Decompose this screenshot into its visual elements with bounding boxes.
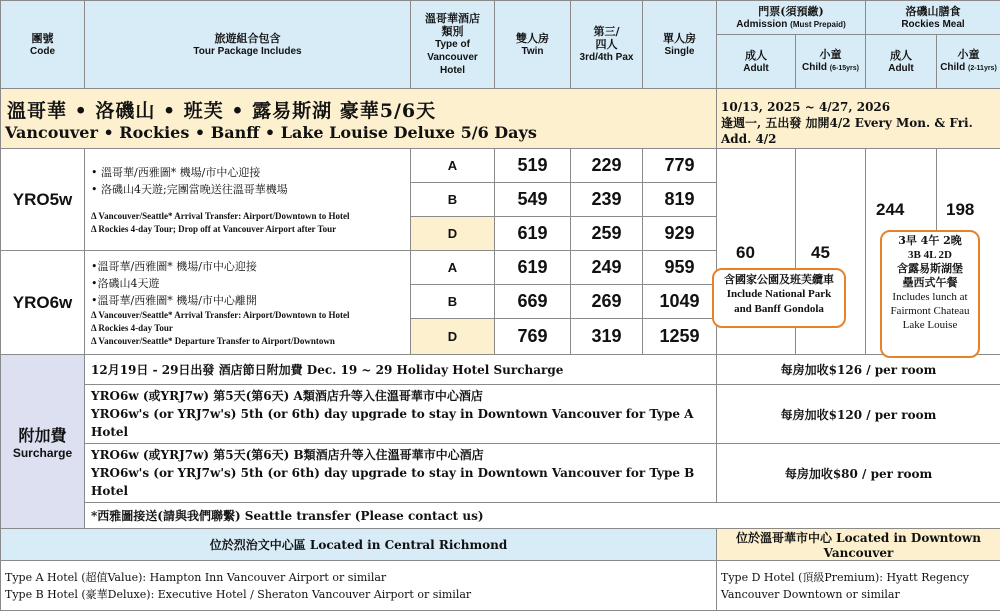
price-single: 819 [643, 183, 717, 217]
tour-code-yro6w: YRO6w [1, 251, 85, 355]
tour-includes-yro6w: •溫哥華/西雅圖* 機場/市中心迎接 •洛磯山4天遊 •溫哥華/西雅圖* 機場/市中心離開 Δ Vancouver/Seattle* Arrival Transfer: Airport/Downtown to Hotel Δ Rockies 4-day Tour Δ Vancouver/Seattle* Departure Transfer to Airport/Downtown [85, 251, 411, 355]
admission-child-price: 45 [811, 243, 830, 263]
price-third: 249 [571, 251, 643, 285]
admission-note-box: 含國家公園及班芙纜車 Include National Park and Banff Gondola [712, 268, 846, 328]
hotel-type: B [411, 285, 495, 319]
location-richmond: 位於烈治文中心區 Located in Central Richmond [1, 529, 717, 561]
price-twin: 619 [495, 251, 571, 285]
header-code: 團號 Code [1, 1, 85, 89]
price-twin: 769 [495, 319, 571, 355]
surcharge-holiday: 12月19日 - 29日出發 酒店節日附加費 Dec. 19 ~ 29 Holiday Hotel Surcharge [85, 355, 717, 385]
header-meal: 洛磯山膳食 Rockies Meal [866, 1, 1000, 35]
header-adm-adult: 成人 Adult [717, 35, 796, 89]
price-single: 1049 [643, 285, 717, 319]
seattle-transfer-note: *西雅圖接送(請與我們聯繫) Seattle transfer (Please contact us) [85, 503, 1000, 529]
price-third: 239 [571, 183, 643, 217]
tour-title: 溫哥華 • 洛磯山 • 班芙 • 露易斯湖 豪華5/6天 Vancouver • Rockies • Banff • Lake Louise Deluxe 5/6 Days [1, 89, 717, 149]
hotel-type: A [411, 251, 495, 285]
price-third: 269 [571, 285, 643, 319]
price-twin: 619 [495, 217, 571, 251]
price-single: 959 [643, 251, 717, 285]
price-single: 1259 [643, 319, 717, 355]
header-meal-child: 小童 Child (2-11yrs) [937, 35, 1000, 89]
header-meal-adult: 成人 Adult [866, 35, 937, 89]
tour-code-yro5w: YRO5w [1, 149, 85, 251]
hotel-type: D [411, 319, 495, 355]
header-package: 旅遊組合包含 Tour Package Includes [85, 1, 411, 89]
tour-includes-yro5w: • 溫哥華/西雅圖* 機場/市中心迎接 • 洛磯山4天遊;完團當晚送往溫哥華機場 Δ Vancouver/Seattle* Arrival Transfer: Airport/Downtown to Hotel Δ Rockies 4-day Tour; Drop off at Vancouver Airport after Tour [85, 149, 411, 251]
downtown-hotels: Type D Hotel (頂級Premium): Hyatt Regency Vancouver Downtown or similar [717, 561, 1000, 611]
location-downtown: 位於溫哥華市中心 Located in Downtown Vancouver [717, 529, 1000, 561]
price-single: 929 [643, 217, 717, 251]
price-twin: 519 [495, 149, 571, 183]
header-single: 單人房 Single [643, 1, 717, 89]
header-third-pax: 第三/ 四人 3rd/4th Pax [571, 1, 643, 89]
hotel-type: A [411, 149, 495, 183]
header-hotel-type: 溫哥華酒店 類別 Type of Vancouver Hotel [411, 1, 495, 89]
price-third: 259 [571, 217, 643, 251]
price-twin: 669 [495, 285, 571, 319]
surcharge-label: 附加費 Surcharge [1, 355, 85, 529]
richmond-hotels: Type A Hotel (超值Value): Hampton Inn Vancouver Airport or similar Type B Hotel (豪華Deluxe): Executive Hotel / Sheraton Vancouver Airport or similar [1, 561, 717, 611]
price-third: 319 [571, 319, 643, 355]
surcharge-upgrade-b-price: 每房加收$80 / per room [717, 444, 1000, 503]
hotel-type: D [411, 217, 495, 251]
surcharge-holiday-price: 每房加收$126 / per room [717, 355, 1000, 385]
price-twin: 549 [495, 183, 571, 217]
meal-adult-price: 244 [876, 200, 904, 220]
header-admission: 門票(須預繳) Admission (Must Prepaid) [717, 1, 866, 35]
surcharge-upgrade-a-price: 每房加收$120 / per room [717, 385, 1000, 444]
price-single: 779 [643, 149, 717, 183]
surcharge-upgrade-b: YRO6w (或YRJ7w) 第5天(第6天) B類酒店升等入住溫哥華市中心酒店 YRO6w's (or YRJ7w's) 5th (or 6th) day upgrade to stay in Downtown Vancouver for Type B Hotel [85, 444, 717, 503]
hotel-type: B [411, 183, 495, 217]
header-adm-child: 小童 Child (6-15yrs) [796, 35, 866, 89]
surcharge-upgrade-a: YRO6w (或YRJ7w) 第5天(第6天) A類酒店升等入住溫哥華市中心酒店 YRO6w's (or YRJ7w's) 5th (or 6th) day upgrade to stay in Downtown Vancouver for Type A Hotel [85, 385, 717, 444]
meal-note-box: 3早 4午 2晚 3B 4L 2D 含露易斯湖堡 壘西式午餐 Includes lunch at Fairmont Chateau Lake Louise [880, 230, 980, 358]
meal-child-price: 198 [946, 200, 974, 220]
admission-adult-price: 60 [736, 243, 755, 263]
price-third: 229 [571, 149, 643, 183]
header-twin: 雙人房 Twin [495, 1, 571, 89]
tour-dates: 10/13, 2025 ~ 4/27, 2026 逢週一, 五出發 加開4/2 Every Mon. & Fri. Add. 4/2 [717, 89, 1000, 149]
